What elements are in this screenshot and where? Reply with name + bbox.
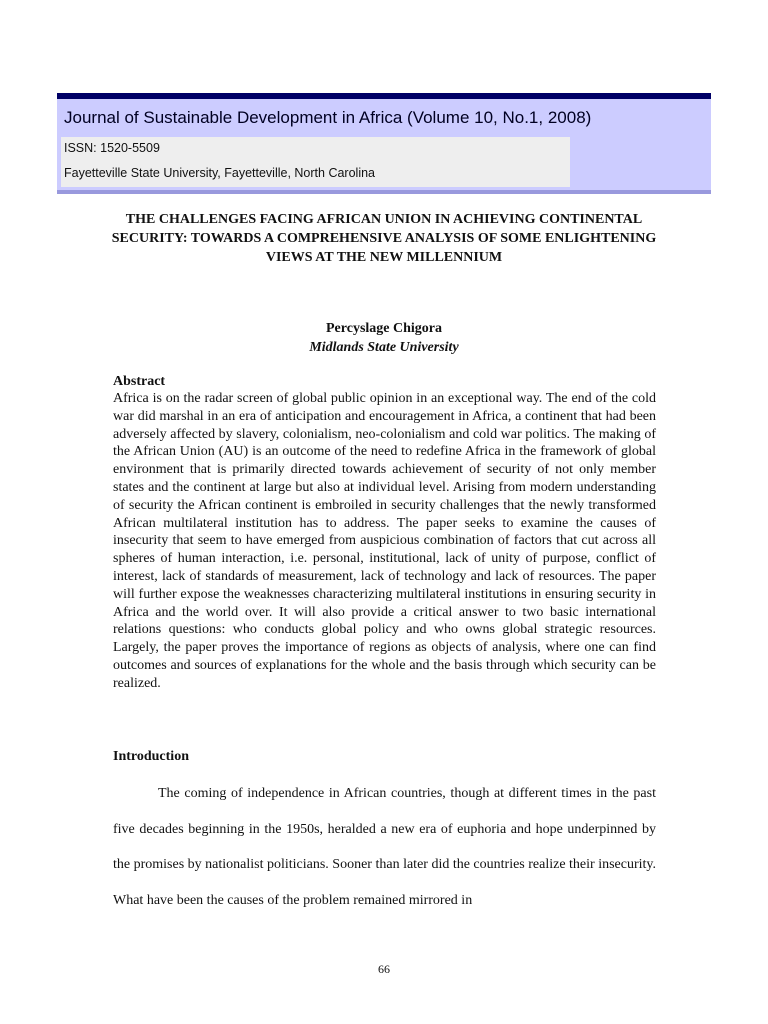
abstract-heading: Abstract	[113, 374, 166, 389]
journal-info-box	[61, 137, 570, 187]
journal-title: Journal of Sustainable Development in Africa (Volume 10, No.1, 2008)	[64, 108, 592, 127]
introduction-heading: Introduction	[113, 749, 189, 764]
author-name: Percyslage Chigora	[326, 321, 442, 336]
introduction-body: The coming of independence in African countries, though at different times in the past five decades beginning in the 1950s, heralded a new era of euphoria and hope underpinned by the promises by nationalist politicians. Sooner than later did the countries realize their insecurity. What have been the causes of the problem remained mirrored in	[113, 786, 656, 908]
journal-publisher: Fayetteville State University, Fayetteville, North Carolina	[64, 166, 375, 180]
paper-title: THE CHALLENGES FACING AFRICAN UNION IN ACHIEVING CONTINENTAL SECURITY: TOWARDS A COMPREHENSIVE ANALYSIS OF SOME ENLIGHTENING VIEWS AT THE NEW MILLENNIUM	[111, 212, 657, 265]
page-number: 66	[378, 962, 390, 976]
journal-issn: ISSN: 1520-5509	[64, 141, 160, 155]
author-affiliation: Midlands State University	[309, 340, 459, 355]
abstract-body: Africa is on the radar screen of global public opinion in an exceptional way. The end of the cold war did marshal in an era of anticipation and encouragement in Africa, a continent that had been adversely affected by slavery, colonialism, neo-colonialism and cold war politics. The making of the African Union (AU) is an outcome of the need to redefine Africa in the framework of global environment that is primarily directed towards achievement of security of not only member states and the continent at large but also at individual level. Arising from modern understanding of security the African continent is embroiled in security challenges that the newly transformed African multilateral institution has to address. The paper seeks to examine the causes of insecurity that seem to have emerged from auspicious combination of factors that cut across all spheres of human interaction, i.e. personal, institutional, lack of unity of purpose, conflict of interest, lack of standards of measurement, lack of technology and lack of resources. The paper will further expose the weaknesses characterizing multilateral institutions in ensuring security in Africa and the world over. It will also provide a critical answer to two basic international relations questions: who conducts global policy and who owns global strategic resources. Largely, the paper proves the importance of regions as objects of analysis, where one can find outcomes and sources of explanations for the whole and the basis through which security can be realized.	[113, 391, 656, 691]
journal-header	[57, 93, 711, 194]
